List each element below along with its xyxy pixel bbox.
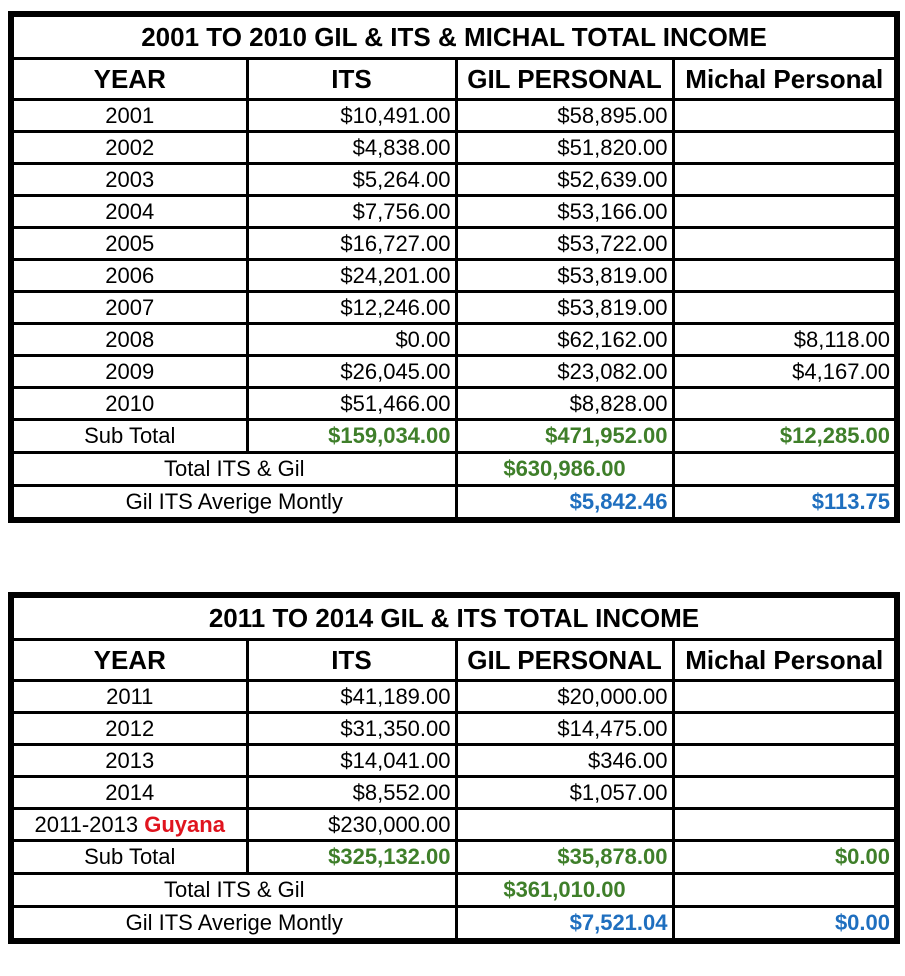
michal-personal-cell: $4,167.00 xyxy=(673,356,897,388)
year-cell: 2012 xyxy=(11,713,247,745)
year-cell: 2011 xyxy=(11,681,247,713)
table-row xyxy=(11,745,897,777)
year-cell: 2008 xyxy=(11,324,247,356)
gil-personal-cell: $53,722.00 xyxy=(456,228,673,260)
its-cell: $8,552.00 xyxy=(247,777,456,809)
gil-personal-cell: $8,828.00 xyxy=(456,388,673,420)
average-gil: $5,842.46 xyxy=(456,486,673,521)
year-cell: 2004 xyxy=(11,196,247,228)
year-cell: 2005 xyxy=(11,228,247,260)
guyana-its: $230,000.00 xyxy=(247,809,456,841)
table-row xyxy=(11,713,897,745)
table-row xyxy=(11,292,897,324)
michal-personal-cell xyxy=(673,228,897,260)
gil-personal-cell: $53,166.00 xyxy=(456,196,673,228)
gil-personal-cell: $51,820.00 xyxy=(456,132,673,164)
year-cell: 2001 xyxy=(11,100,247,132)
guyana-label: Guyana xyxy=(144,811,225,837)
michal-personal-cell: $8,118.00 xyxy=(673,324,897,356)
table-row xyxy=(11,164,897,196)
year-cell: 2002 xyxy=(11,132,247,164)
michal-personal-cell xyxy=(673,196,897,228)
table-row xyxy=(11,260,897,292)
table-row xyxy=(11,324,897,356)
michal-personal-cell xyxy=(673,132,897,164)
its-cell: $31,350.00 xyxy=(247,713,456,745)
year-cell: 2007 xyxy=(11,292,247,324)
header-gil-personal: GIL PERSONAL xyxy=(456,640,673,681)
subtotal-michal: $12,285.00 xyxy=(673,420,897,453)
its-cell: $0.00 xyxy=(247,324,456,356)
total-value: $630,986.00 xyxy=(456,453,673,486)
table-title: 2001 TO 2010 GIL & ITS & MICHAL TOTAL INCOME xyxy=(11,14,897,59)
its-cell: $7,756.00 xyxy=(247,196,456,228)
its-cell: $4,838.00 xyxy=(247,132,456,164)
its-cell: $5,264.00 xyxy=(247,164,456,196)
year-cell: 2014 xyxy=(11,777,247,809)
guyana-gil xyxy=(456,809,673,841)
subtotal-gil: $35,878.00 xyxy=(456,841,673,874)
gil-personal-cell: $346.00 xyxy=(456,745,673,777)
income-table-2001-2010 xyxy=(8,11,900,523)
michal-personal-cell xyxy=(673,745,897,777)
table-row xyxy=(11,777,897,809)
subtotal-michal: $0.00 xyxy=(673,841,897,874)
empty-cell xyxy=(673,453,897,486)
its-cell: $26,045.00 xyxy=(247,356,456,388)
total-value: $361,010.00 xyxy=(456,874,673,907)
header-its: ITS xyxy=(247,640,456,681)
gil-personal-cell: $62,162.00 xyxy=(456,324,673,356)
table-title: 2011 TO 2014 GIL & ITS TOTAL INCOME xyxy=(11,595,897,640)
average-label: Gil ITS Averige Montly xyxy=(11,907,456,942)
michal-personal-cell xyxy=(673,388,897,420)
guyana-michal xyxy=(673,809,897,841)
table-row xyxy=(11,196,897,228)
table-row xyxy=(11,388,897,420)
its-cell: $16,727.00 xyxy=(247,228,456,260)
total-label: Total ITS & Gil xyxy=(11,453,456,486)
average-michal: $0.00 xyxy=(673,907,897,942)
year-cell: 2009 xyxy=(11,356,247,388)
header-gil-personal: GIL PERSONAL xyxy=(456,59,673,100)
total-label: Total ITS & Gil xyxy=(11,874,456,907)
table-row xyxy=(11,356,897,388)
year-cell: 2003 xyxy=(11,164,247,196)
header-its: ITS xyxy=(247,59,456,100)
header-year: YEAR xyxy=(11,59,247,100)
subtotal-label: Sub Total xyxy=(11,841,247,874)
gil-personal-cell: $23,082.00 xyxy=(456,356,673,388)
gil-personal-cell: $53,819.00 xyxy=(456,292,673,324)
subtotal-label: Sub Total xyxy=(11,420,247,453)
table-row xyxy=(11,132,897,164)
its-cell: $24,201.00 xyxy=(247,260,456,292)
its-cell: $51,466.00 xyxy=(247,388,456,420)
its-cell: $12,246.00 xyxy=(247,292,456,324)
michal-personal-cell xyxy=(673,681,897,713)
michal-personal-cell xyxy=(673,713,897,745)
empty-cell xyxy=(673,874,897,907)
its-cell: $14,041.00 xyxy=(247,745,456,777)
average-label: Gil ITS Averige Montly xyxy=(11,486,456,521)
michal-personal-cell xyxy=(673,260,897,292)
michal-personal-cell xyxy=(673,292,897,324)
header-year: YEAR xyxy=(11,640,247,681)
table-row xyxy=(11,100,897,132)
gil-personal-cell: $53,819.00 xyxy=(456,260,673,292)
gil-personal-cell: $52,639.00 xyxy=(456,164,673,196)
guyana-year-range: 2011-2013 xyxy=(34,811,139,837)
gil-personal-cell: $1,057.00 xyxy=(456,777,673,809)
year-cell: 2013 xyxy=(11,745,247,777)
its-cell: $41,189.00 xyxy=(247,681,456,713)
subtotal-its: $159,034.00 xyxy=(247,420,456,453)
average-gil: $7,521.04 xyxy=(456,907,673,942)
michal-personal-cell xyxy=(673,100,897,132)
table-row xyxy=(11,681,897,713)
guyana-year-cell xyxy=(11,809,247,841)
gil-personal-cell: $58,895.00 xyxy=(456,100,673,132)
income-table-2011-2014 xyxy=(8,592,900,944)
michal-personal-cell xyxy=(673,777,897,809)
gil-personal-cell: $20,000.00 xyxy=(456,681,673,713)
year-cell: 2006 xyxy=(11,260,247,292)
gil-personal-cell: $14,475.00 xyxy=(456,713,673,745)
its-cell: $10,491.00 xyxy=(247,100,456,132)
subtotal-its: $325,132.00 xyxy=(247,841,456,874)
subtotal-gil: $471,952.00 xyxy=(456,420,673,453)
header-michal-personal: Michal Personal xyxy=(673,59,897,100)
michal-personal-cell xyxy=(673,164,897,196)
year-cell: 2010 xyxy=(11,388,247,420)
header-michal-personal: Michal Personal xyxy=(673,640,897,681)
table-row xyxy=(11,228,897,260)
average-michal: $113.75 xyxy=(673,486,897,521)
